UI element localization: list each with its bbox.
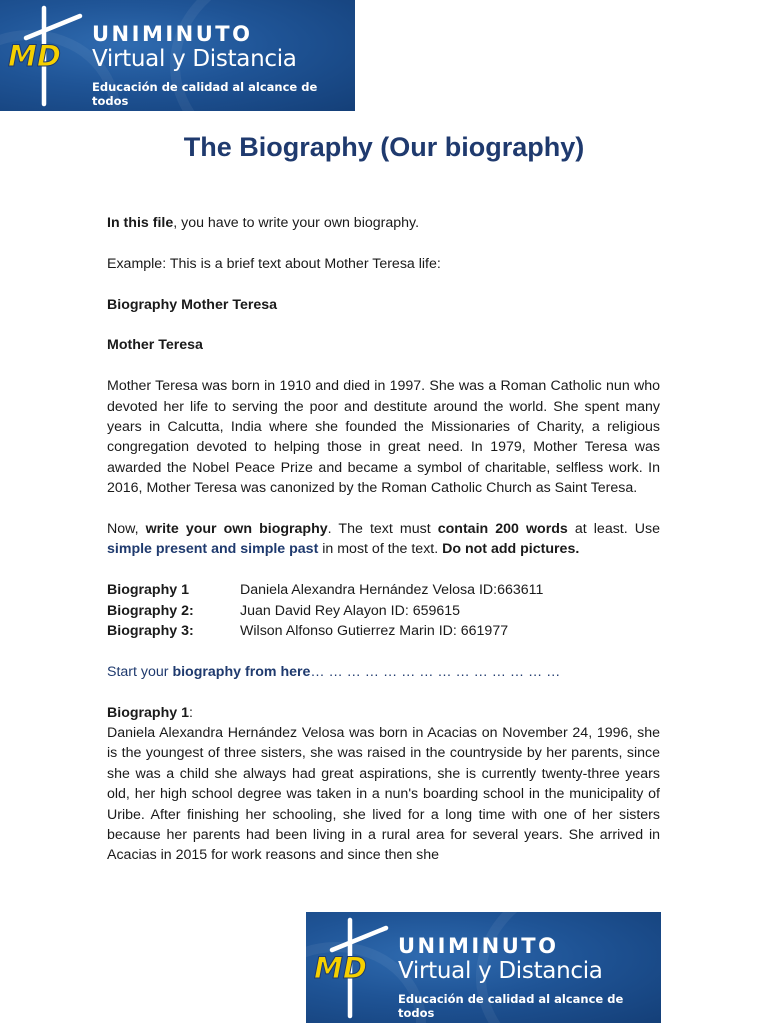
example-subheading: Mother Teresa [107,337,203,354]
logo-subtitle: Virtual y Distancia [398,958,603,984]
biography-label: Biography 2: [107,602,194,619]
logo-brand: UNIMINUTO [92,22,253,46]
logo-subtitle: Virtual y Distancia [92,46,297,72]
instructions-paragraph: Now, write your own biography. The text must contain 200 words at least. Use simple present and simple past in most of the text. Do not add pictures. [107,521,661,558]
example-heading: Biography Mother Teresa [107,296,278,313]
page-title: The Biography (Our biography) [183,132,585,162]
intro-bold: In this file [107,215,174,231]
header-logo [0,0,355,111]
logo-brand: UNIMINUTO [398,934,559,958]
footer-logo [306,912,661,1023]
intro-text: , you have to write your own biography. [173,215,420,231]
md-cross-logo-icon [312,916,394,1020]
biography-label: Biography 1 [107,582,189,599]
biography-row [107,601,660,621]
bio1-heading: Biography 1: [107,704,193,721]
biography-row [107,621,660,641]
example-paragraph: Mother Teresa was born in 1910 and died in 1997. She was a Roman Catholic nun who devoted her life to serving the poor and destitute around the world. She spent many years in Calcutta, India where she founded the Missionaries of Charity, a religious congregation devoted to helping those in great need. In 1979, Mother Teresa was awarded the Nobel Peace Prize and became a symbol of charitable, selfless work. In 2016, Mother Teresa was canonized by the Roman Catholic Church as Saint Teresa. [107,378,660,497]
md-cross-logo-icon [6,4,88,108]
intro-paragraph [107,213,660,233]
biography-author: Juan David Rey Alayon ID: 659615 [240,602,461,619]
biography-author: Daniela Alexandra Hernández Velosa ID:663611 [240,582,544,599]
logo-mark-text: MD [8,39,61,73]
biography-label: Biography 3: [107,623,194,640]
document-body [107,213,660,866]
example-line: Example: This is a brief text about Mother Teresa life: [107,255,441,272]
bio1-paragraph: Daniela Alexandra Hernández Velosa was born in Acacias on November 24, 1996, she is the youngest of three sisters, she was raised in the countryside by her parents, since she was a child she always had great aspirations, she is currently twenty-three years old, her high school degree was taken in a nun's boarding school in the municipality of Uribe. After finishing her schooling, she lived for a long time with one of her sisters because her parents had been living in a rural area for several years. She arrived in Acacias in 2015 for work reasons and since then she [107,725,660,864]
logo-mark-text: MD [314,951,367,985]
biography-author: Wilson Alfonso Gutierrez Marin ID: 661977 [240,623,509,640]
logo-tagline: Educación de calidad al alcance de todos [92,80,318,108]
start-line: Start your biography from here… … … … … … … … … … … … … … [107,663,561,680]
biography-row [107,580,660,600]
logo-tagline: Educación de calidad al alcance de todos [398,992,624,1020]
